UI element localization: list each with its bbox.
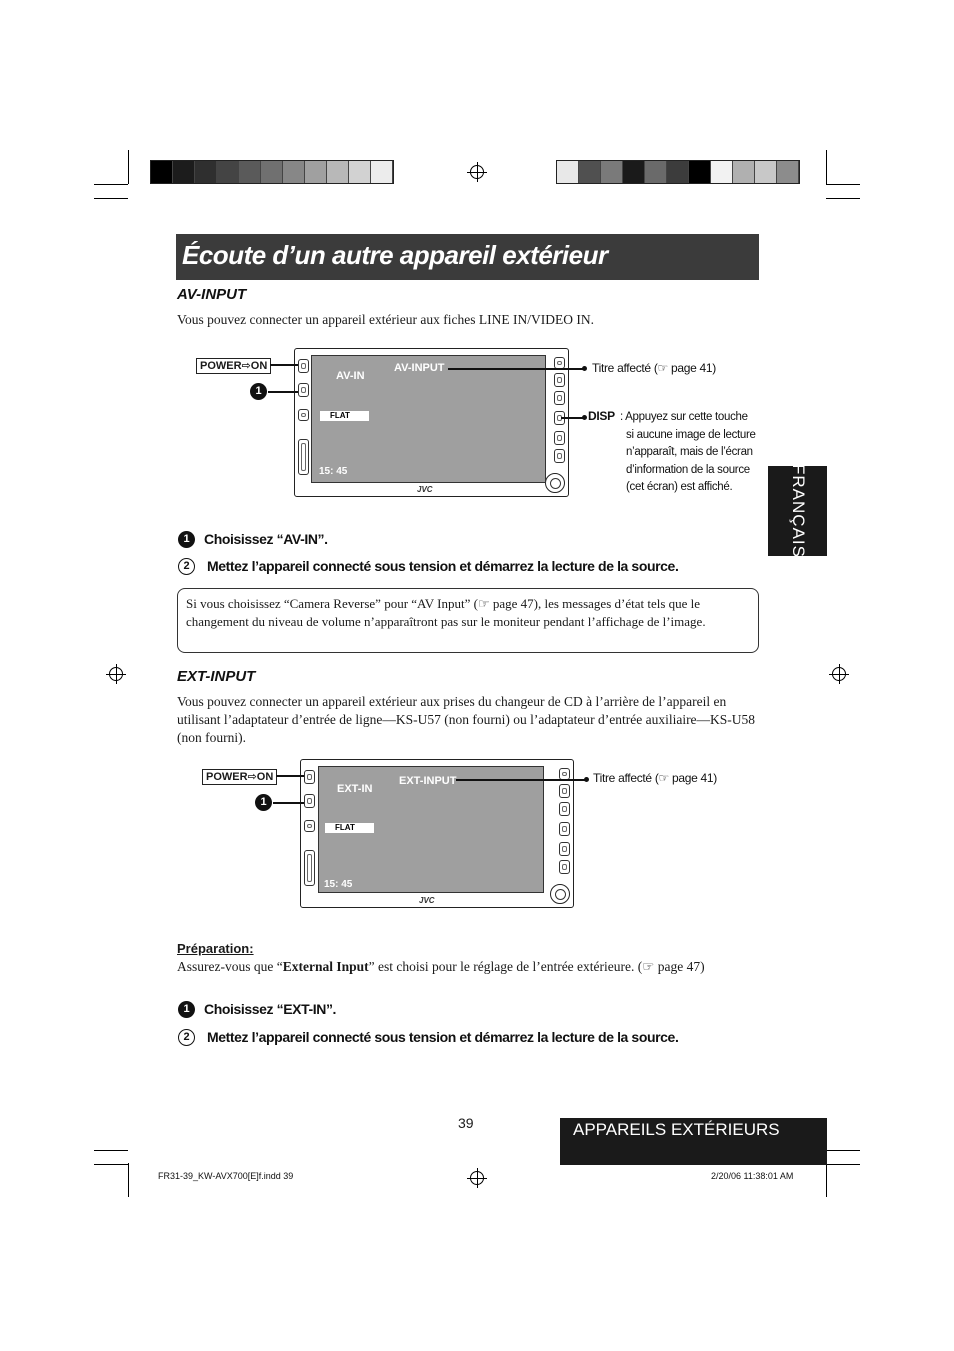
crop-mark: [94, 1164, 128, 1165]
disp-description: [620, 409, 756, 497]
color-bar-right: [556, 160, 800, 184]
device-button: [554, 449, 565, 463]
device-button: [559, 822, 570, 836]
device-figure-av: [294, 348, 569, 497]
leader-dot: [582, 415, 587, 420]
disp-desc-line: si aucune image de lecture: [626, 428, 756, 441]
registration-mark-icon: [832, 667, 846, 681]
page-number: 39: [458, 1115, 474, 1131]
device-button: [559, 860, 570, 874]
leader-line: [273, 802, 304, 804]
step-text: Choisissez “EXT-IN”.: [204, 1001, 337, 1017]
leader-line: [456, 779, 586, 781]
leader-line: [561, 417, 583, 419]
crop-mark: [826, 1163, 827, 1197]
device-screen: [311, 355, 546, 483]
leader-line: [448, 368, 584, 370]
step-number: 1: [178, 1001, 195, 1018]
screen-title: AV-INPUT: [394, 362, 445, 374]
preparation-text-part: Assurez-vous que “: [177, 959, 283, 974]
step-number: 1: [178, 531, 195, 548]
page-title: Écoute d’un autre appareil extérieur: [182, 240, 608, 270]
leader-dot: [584, 777, 589, 782]
device-button: [554, 391, 565, 405]
ext-input-intro: Vous pouvez connecter un appareil extérieur aux prises du changeur de CD à l’arrière de l’appareil en utilisant l’adaptateur d’entrée de ligne—KS-U57 (non fourni) ou l’adaptateur d’entrée auxiliaire—KS-U58 (non fourni).: [177, 694, 756, 745]
device-button: [554, 373, 565, 387]
crop-mark: [94, 1150, 128, 1151]
slug-date: 2/20/06 11:38:01 AM: [711, 1171, 794, 1181]
language-tab-label: FRANÇAIS: [788, 464, 808, 558]
leader-line: [270, 364, 298, 366]
crop-mark: [826, 1150, 860, 1151]
device-figure-ext: [300, 759, 574, 908]
control-knob-icon: [550, 884, 570, 904]
power-on-label: POWER⇨ON: [202, 769, 277, 785]
section-heading-av-input: AV-INPUT: [177, 286, 247, 303]
step-marker-circle: 1: [250, 383, 267, 400]
disp-key-label: DISP: [588, 409, 615, 423]
crop-mark: [94, 184, 128, 185]
device-button: [304, 850, 315, 886]
device-button: [298, 409, 309, 421]
section-heading-ext-input: EXT-INPUT: [177, 668, 256, 685]
crop-mark: [826, 1164, 860, 1165]
disp-button: [554, 431, 565, 445]
screen-title: EXT-INPUT: [399, 775, 457, 787]
callout-title-av: Titre affecté (☞ page 41): [592, 361, 716, 375]
section-tab: [560, 1118, 827, 1165]
device-button: [304, 820, 315, 832]
leader-line: [268, 391, 298, 393]
device-button: [559, 842, 570, 856]
crop-mark: [128, 150, 129, 184]
preparation-label: Préparation:: [177, 941, 254, 956]
device-button: [559, 802, 570, 816]
registration-mark-icon: [470, 1171, 484, 1185]
step-number: 2: [178, 1029, 195, 1046]
step-text: Mettez l’appareil connecté sous tension et démarrez la lecture de la source.: [207, 558, 679, 574]
device-button: [559, 784, 570, 798]
device-button: [298, 439, 309, 475]
device-button: [304, 770, 315, 784]
slug-file: FR31-39_KW-AVX700[E]f.indd 39: [158, 1171, 294, 1181]
screen-time: 15: 45: [324, 879, 353, 890]
step-text: Choisissez “AV-IN”.: [204, 531, 328, 547]
leader-line: [276, 775, 304, 777]
control-knob-icon: [545, 473, 565, 493]
preparation-text-part: ” est choisi pour le réglage de l’entrée extérieure. (☞ page 47): [368, 959, 705, 974]
color-bar-left: [150, 160, 394, 184]
preparation-text: [177, 958, 767, 976]
crop-mark: [94, 198, 128, 199]
registration-mark-icon: [470, 165, 484, 179]
crop-mark: [128, 1163, 129, 1197]
screen-flat: FLAT: [320, 411, 369, 421]
section-tab-label: APPAREILS EXTÉRIEURS: [573, 1120, 780, 1139]
crop-mark: [826, 198, 860, 199]
disp-desc-line: (cet écran) est affiché.: [626, 481, 733, 493]
preparation-bold: External Input: [282, 959, 369, 974]
callout-title-ext: Titre affecté (☞ page 41): [593, 771, 717, 785]
disp-desc-line: d’information de la source: [626, 463, 750, 476]
brand-logo: JVC: [419, 896, 435, 905]
step-number: 2: [178, 558, 195, 575]
device-button: [304, 794, 315, 808]
device-screen: [318, 766, 544, 893]
crop-mark: [826, 150, 827, 184]
device-button: [298, 359, 309, 373]
language-tab: [768, 466, 827, 556]
crop-mark: [826, 184, 860, 185]
screen-time: 15: 45: [319, 466, 348, 477]
step-text: Mettez l’appareil connecté sous tension et démarrez la lecture de la source.: [207, 1029, 679, 1045]
registration-mark-icon: [109, 667, 123, 681]
device-button: [298, 383, 309, 397]
brand-logo: JVC: [417, 485, 433, 494]
power-on-label: POWER⇨ON: [196, 358, 271, 374]
av-input-intro: Vous pouvez connecter un appareil extérieur aux fiches LINE IN/VIDEO IN.: [177, 312, 594, 327]
disp-desc-line: n’apparaît, mais de l’écran: [626, 446, 753, 458]
leader-dot: [582, 366, 587, 371]
page-title-bar: [176, 234, 759, 280]
screen-source: AV-IN: [336, 370, 365, 382]
disp-desc-line: : Appuyez sur cette touche: [620, 411, 748, 423]
step-marker-circle: 1: [255, 794, 272, 811]
screen-flat: FLAT: [325, 823, 374, 833]
note-box: Si vous choisissez “Camera Reverse” pour “AV Input” (☞ page 47), les messages d’état tels que le changement du niveau de volume n’apparaîtront pas sur le moniteur pendant l’affichage de l’image.: [177, 588, 759, 653]
screen-source: EXT-IN: [337, 783, 373, 795]
